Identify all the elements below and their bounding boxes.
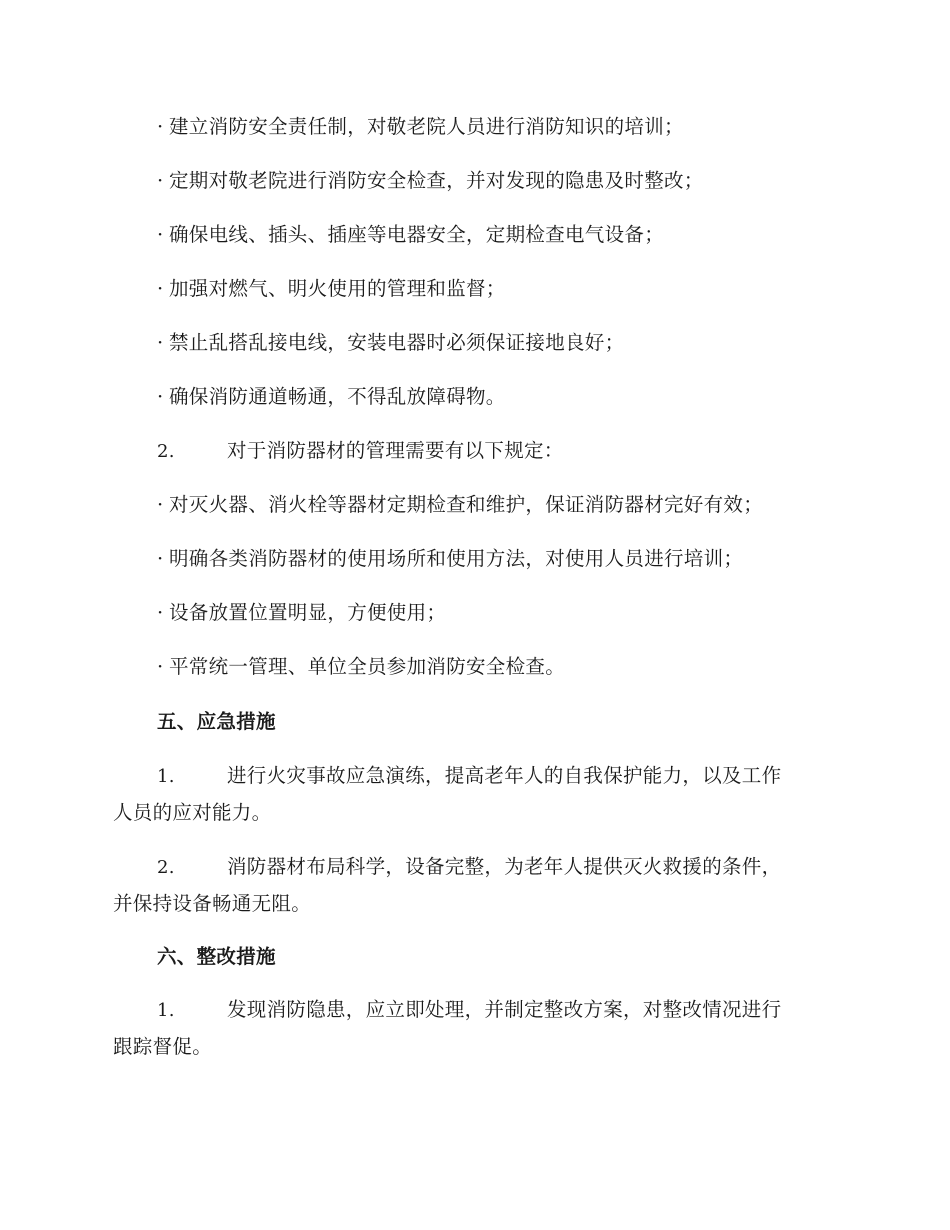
bullet-dot-icon: · [157,385,164,408]
item-text-continuation: 并保持设备畅通无阻。 [113,892,312,915]
item-text: 对于消防器材的管理需要有以下规定： [227,439,564,462]
bullet-dot-icon: · [157,655,164,678]
bullet-dot-icon: · [157,547,164,570]
numbered-item [157,997,781,1024]
item-text-continuation: 跟踪督促。 [113,1035,213,1058]
bullet-dot-icon: · [157,493,164,516]
section-heading: 六、整改措施 [157,945,276,968]
item-number: 1. [157,1000,175,1021]
item-text: 进行火灾事故应急演练，提高老年人的自我保护能力，以及工作 [227,764,782,787]
bullet-dot-icon: · [157,169,164,192]
bullet-dot-icon: · [157,277,164,300]
item-text-continuation: 人员的应对能力。 [113,801,272,824]
bullet-item: · 建立消防安全责任制，对敬老院人员进行消防知识的培训； [157,115,684,138]
numbered-item [157,854,781,881]
bullet-item: · 确保消防通道畅通，不得乱放障碍物。 [157,385,506,408]
bullet-item: · 对灭火器、消火栓等器材定期检查和维护，保证消防器材完好有效； [157,493,764,516]
bullet-dot-icon: · [157,115,164,138]
bullet-dot-icon: · [157,331,164,354]
bullet-item: · 确保电线、插头、插座等电器安全，定期检查电气设备； [157,223,665,246]
numbered-item [157,438,564,465]
item-text: 消防器材布局科学，设备完整，为老年人提供灭火救援的条件， [227,855,782,878]
bullet-item: · 定期对敬老院进行消防安全检查，并对发现的隐患及时整改； [157,169,704,192]
bullet-item: · 明确各类消防器材的使用场所和使用方法，对使用人员进行培训； [157,547,744,570]
bullet-item: · 禁止乱搭乱接电线，安装电器时必须保证接地良好； [157,331,625,354]
numbered-item [157,763,781,790]
section-heading: 五、应急措施 [157,710,276,733]
bullet-dot-icon: · [157,601,164,624]
item-number: 1. [157,766,175,787]
item-text: 发现消防隐患，应立即处理，并制定整改方案，对整改情况进行 [227,998,782,1021]
bullet-item: · 设备放置位置明显，方便使用； [157,601,447,624]
bullet-item: · 加强对燃气、明火使用的管理和监督； [157,277,506,300]
bullet-dot-icon: · [157,223,164,246]
bullet-item: · 平常统一管理、单位全员参加消防安全检查。 [157,655,566,678]
item-number: 2. [157,857,175,878]
item-number: 2. [157,441,175,462]
